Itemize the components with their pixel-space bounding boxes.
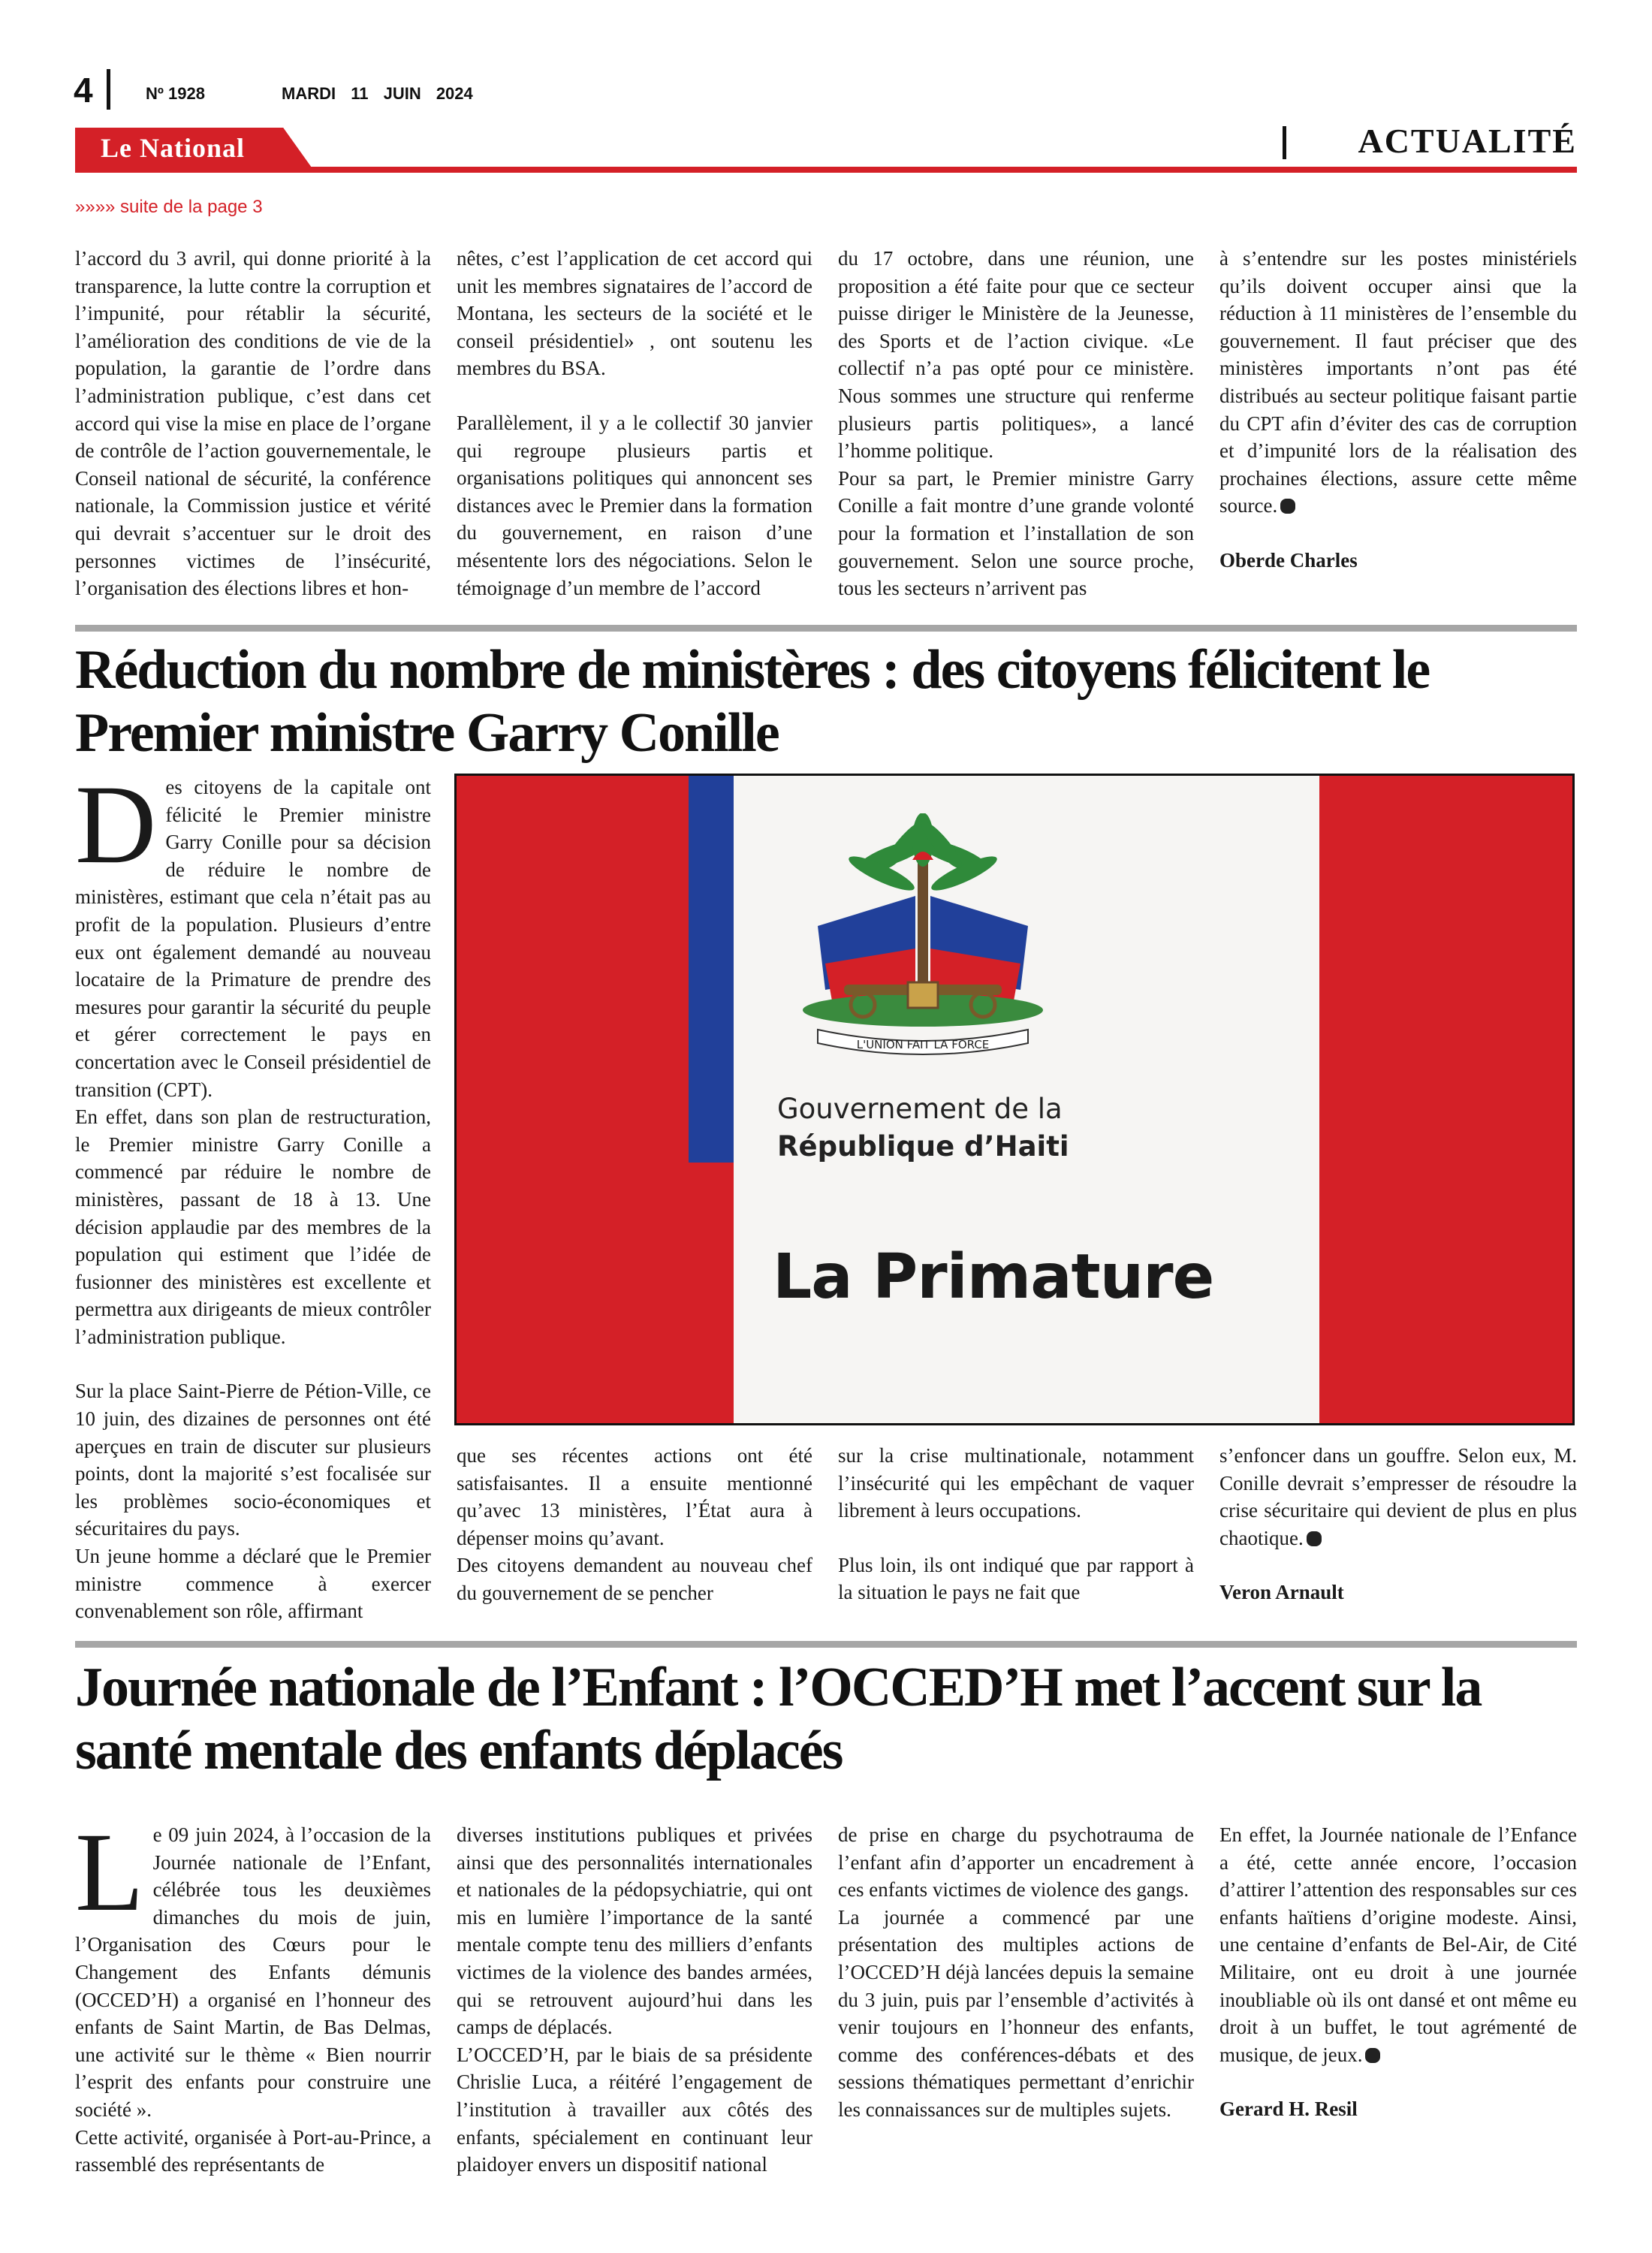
flag-red-strip: [689, 1163, 734, 1425]
image-primature-title: La Primature: [773, 1241, 1214, 1313]
primature-image: [454, 774, 1575, 1425]
article3-col1-para2: Cette activité, organisée à Port-au-Prince, a rassemblé des représentants de: [75, 2125, 431, 2176]
image-white-panel: [734, 776, 1319, 1425]
article3-col3-para1: de prise en charge du psychotrauma de l’enfant afin d’apporter un encadrement à ces enfants victimes de violence des gangs.: [838, 1823, 1194, 1902]
article1-col2: [457, 245, 812, 602]
page-number-divider: [107, 69, 110, 110]
article1-col1-text: l’accord du 3 avril, qui donne priorité à la transparence, la lutte contre la corruption et l’impunité, pour rétablir la sécurité, l’amélioration des conditions de vie de la population, la garantie de l’ordre dans l’administration publique, c’est dans cet accord qui vise la mise en place de l’organe de contrôle de l’action gouvernementale, le Conseil national de sécurité, la conférence nationale, la Commission justice et vérité qui devrait s’accentuer sur le droit des personnes victimes de l’insécurité, l’organisation des élections libres et hon-: [75, 247, 431, 600]
article1-col3-para2: Pour sa part, le Premier ministre Garry Conille a fait montre d’une grande volonté pour la formation et l’installation de son gouvernement. Selon une source proche, tous les secteurs n’arrivent pas: [838, 466, 1194, 600]
header-red-rule: [75, 167, 1577, 173]
article3-col3: [838, 1821, 1194, 2124]
article2-col1-para2: En effet, dans son plan de restructuration, le Premier ministre Garry Conille a commencé par réduire le nombre de ministères, passant de 18 à 13. Une décision applaudie par des membres de la population qui estiment que l’idée de fusionner des ministères est excellente et permettra aux dirigeants de mieux contrôler l’administration publique.: [75, 1105, 431, 1348]
haiti-coat-of-arms-icon: [773, 813, 1073, 1061]
article2-col1-para1: Des citoyens de la capitale ont félicité le Premier ministre Garry Conille pour sa décision de réduire le nombre de ministères, estimant que cela n’était pas au profit de la population. Plusieurs d’entre eux ont également demandé au nouveau locataire de la Primature de prendre des mesures pour garantir la sécurité du peuple et gérer correctement le pays en concertation avec le Conseil présidentiel de transition (CPT).: [75, 762, 431, 1101]
article1-author: Oberde Charles: [1219, 548, 1358, 572]
article3-col4: [1219, 1821, 1577, 2123]
article2-col1-para4: Un jeune homme a déclaré que le Premier ministre commence à exercer convenablement son rôle, affirmant: [75, 1545, 431, 1623]
article1-col1: [75, 245, 431, 602]
article2-col4: [1219, 1442, 1577, 1606]
newspaper-name: Le National: [101, 133, 246, 163]
article2-col3-para2: Plus loin, ils ont indiqué que par rapport à la situation le pays ne fait que: [838, 1553, 1194, 1604]
article2-col4-para1: s’enfoncer dans un gouffre. Selon eux, M. Conille devrait s’empresser de résoudre la crise sécuritaire qui devient de plus en plus chaotique.: [1219, 1444, 1577, 1549]
image-government-line2: République d’Haiti: [777, 1130, 1069, 1163]
article1-col4: [1219, 245, 1577, 575]
article1-col3-para1: du 17 octobre, dans une réunion, une proposition a été faite pour que ce secteur puisse diriger le Ministère de la Jeunesse, des Sports et de l’action civique. «Le collectif n’a pas opté pour ce ministère. Nous sommes une structure qui renferme plusieurs partis politiques», a lancé l’homme politique.: [838, 247, 1194, 463]
article3-col4-para1: En effet, la Journée nationale de l’Enfance a été, cette année encore, l’occasion d’attirer l’attention des responsables sur ces enfants haïtiens d’origine modeste. Ainsi, une centaine d’enfants de Bel-Air, de Cité Militaire, ont eu droit à une journée inoubliable où ils ont dansé et ont même eu droit à un buffet, le tout agrémenté de musique, de jeux.: [1219, 1823, 1577, 2066]
end-of-article-icon: [1307, 1531, 1322, 1546]
article-separator: [75, 625, 1577, 632]
article1-col3: [838, 245, 1194, 602]
issue-number: Nº 1928: [146, 84, 205, 103]
end-of-article-icon: [1365, 2048, 1380, 2063]
article1-col2-para2: Parallèlement, il y a le collectif 30 janvier qui regroupe plusieurs partis et organisations politiques qui annoncent ses distances avec le Premier dans la formation du gouvernement, en raison d’une mésentente lors des négociations. Selon le témoignage d’un membre de l’accord: [457, 411, 812, 599]
issue-date: MARDI 11 JUIN 2024: [282, 84, 473, 103]
continued-from: »»»» suite de la page 3: [75, 197, 263, 217]
article3-headline: Journée nationale de l’Enfant : l’OCCED’H met l’accent sur la santé mentale des enfants déplacés: [75, 1657, 1482, 1781]
article2-col1-para3: Sur la place Saint-Pierre de Pétion-Ville, ce 10 juin, des dizaines de personnes ont été aperçues en train de discuter sur plusieurs points, dont la majorité s’est focalisée sur les problèmes socio-économiques et sécuritaires du pays.: [75, 1380, 431, 1540]
article2-col3-para1: sur la crise multinationale, notamment l’insécurité qui les empêchant de vaquer librement à leurs occupations.: [838, 1444, 1194, 1522]
article2-dropcap: D: [75, 762, 157, 887]
end-of-article-icon: [1280, 499, 1295, 514]
section-title: ACTUALITÉ: [1358, 122, 1577, 160]
article2-author: Veron Arnault: [1219, 1581, 1344, 1604]
coat-of-arms-motto: L'UNION FAIT LA FORCE: [856, 1038, 990, 1051]
section-divider: [1283, 126, 1286, 159]
article2-col2: [457, 1442, 812, 1607]
article1-col2-para1: nêtes, c’est l’application de cet accord qui unit les membres signataires de l’accord de Montana, les secteurs de la société et le conseil présidentiel» , ont soutenu les membres du BSA.: [457, 247, 812, 380]
article3-col2-para2: L’OCCED’H, par le biais de sa présidente Chrislie Luca, a réitéré l’engagement de l’institution à travailler aux côtés des enfants, spécialement en continuant leur plaidoyer envers un dispositif national: [457, 2043, 812, 2176]
article3-col1: [75, 1810, 431, 2179]
article2-col3: [838, 1442, 1194, 1606]
flag-blue-strip: [689, 776, 734, 1163]
article3-author: Gerard H. Resil: [1219, 2098, 1358, 2121]
article2-headline: Réduction du nombre de ministères : des citoyens félicitent le Premier ministre Garry Conille: [75, 639, 1430, 764]
article3-col1-para1: Le 09 juin 2024, à l’occasion de la Journée nationale de l’Enfant, célébrée tous les deuxièmes dimanches du mois de juin, l’Organisation des Cœurs pour le Changement des Enfants démunis (OCCED’H) a organisé en l’honneur des enfants de Saint Martin, de Bas Delmas, une activité sur le thème « Bien nourrir l’esprit des enfants pour construire une société ».: [75, 1810, 431, 2121]
article3-dropcap: L: [75, 1810, 144, 1935]
article3-col3-para2: La journée a commencé par une présentation des multiples actions de l’OCCED’H déjà lancées depuis la semaine du 3 juin, puis par l’ensemble d’activités à venir toujours en l’honneur des enfants, comme des conférences-débats et des sessions thématiques permettant d’enrichir les connaissances sur de multiples sujets.: [838, 1905, 1194, 2121]
article-separator: [75, 1641, 1577, 1648]
article2-col2-para2: Des citoyens demandent au nouveau chef du gouvernement de se pencher: [457, 1554, 812, 1604]
page-number: 4: [74, 71, 93, 110]
image-government-line1: Gouvernement de la: [777, 1093, 1063, 1125]
article3-col2-para1: diverses institutions publiques et privées ainsi que des personnalités internationales et nationales de la pédopsychiatrie, qui ont mis en lumière l’importance de la santé mentale compte tenu des milliers d’enfants victimes de la violence des bandes armées, qui se retrouvent aujourd’hui dans les camps de déplacés.: [457, 1823, 812, 2039]
article2-col2-para1: que ses récentes actions ont été satisfaisantes. Il a ensuite mentionné qu’avec 13 ministères, l’État aura à dépenser moins qu’avant.: [457, 1444, 812, 1549]
article3-col2: [457, 1821, 812, 2179]
article2-col1: [75, 762, 431, 1625]
article1-col4-para1: à s’entendre sur les postes ministériels qu’ils doivent occuper ainsi que la réduction à 11 ministères de l’ensemble du gouvernement. Il faut préciser que des ministères importants n’ont pas été distribués au secteur politique faisant partie du CPT afin d’éviter des cas de corruption et d’impunité lors de la réalisation des prochaines élections, assure cette même source.: [1219, 247, 1577, 517]
